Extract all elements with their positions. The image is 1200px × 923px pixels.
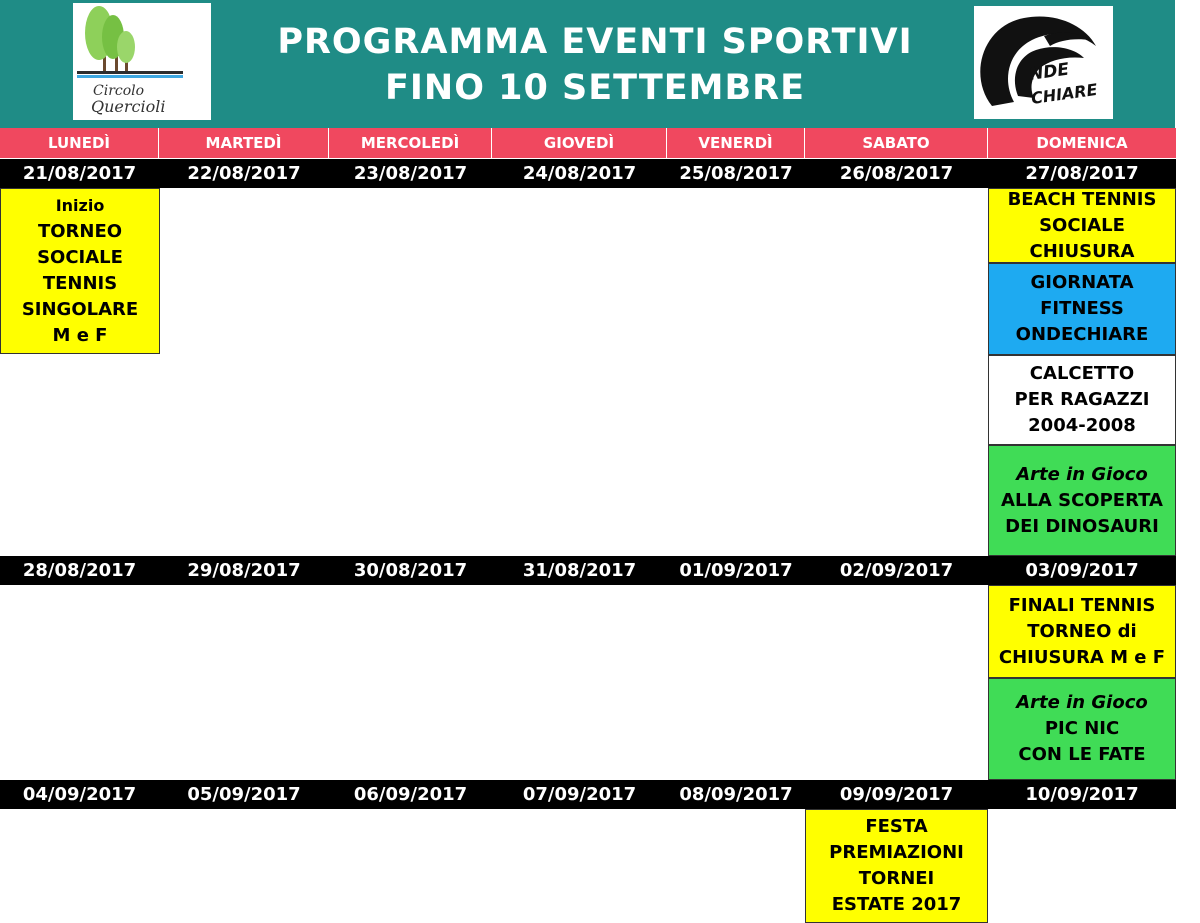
event-line: Inizio xyxy=(55,196,105,215)
event-line: FITNESS xyxy=(1040,298,1124,319)
date-cell: 21/08/2017 xyxy=(22,163,137,184)
event-line: CHIUSURA xyxy=(1029,240,1135,262)
event-line: SINGOLARE xyxy=(21,299,139,320)
weekday-wednesday: MERCOLEDÌ xyxy=(329,128,492,158)
date-cell: 24/08/2017 xyxy=(522,163,637,184)
event-arte-dinosauri xyxy=(988,445,1176,556)
logo-right-text2: CHIARE xyxy=(1029,79,1099,108)
date-cell: 09/09/2017 xyxy=(839,784,954,805)
event-line: M e F xyxy=(52,325,108,346)
event-line: TORNEO xyxy=(37,221,123,242)
event-line: SOCIALE xyxy=(1039,214,1125,236)
event-line: CON LE FATE xyxy=(1018,744,1146,765)
weekday-tuesday: MARTEDÌ xyxy=(159,128,329,158)
event-giornata-fitness xyxy=(988,263,1176,355)
weekday-header-row xyxy=(0,128,1176,158)
event-arte-picnic xyxy=(988,678,1176,780)
logo-left-text1: Circolo xyxy=(93,83,145,99)
event-beach-tennis xyxy=(988,188,1176,263)
event-line: PER RAGAZZI xyxy=(1014,389,1150,410)
event-line: DEI DINOSAURI xyxy=(1005,515,1159,537)
event-line: Arte in Gioco xyxy=(1016,692,1148,713)
date-cell: 04/09/2017 xyxy=(22,784,137,805)
date-cell: 10/09/2017 xyxy=(1025,784,1139,805)
logo-right-text1: NDE xyxy=(1027,59,1071,85)
event-line: PIC NIC xyxy=(1044,718,1120,739)
date-cell: 03/09/2017 xyxy=(1025,560,1139,581)
logo-left-text2: Quercioli xyxy=(91,97,166,116)
circolo-quercioli-logo xyxy=(73,3,211,120)
date-cell: 07/09/2017 xyxy=(522,784,637,805)
date-cell: 08/09/2017 xyxy=(679,784,793,805)
event-line: TORNEO di xyxy=(1027,620,1137,642)
date-row-week2 xyxy=(0,556,1176,585)
event-line: GIORNATA xyxy=(1030,272,1134,293)
header-banner xyxy=(0,0,1175,128)
event-torneo-sociale-tennis xyxy=(0,188,160,354)
event-line: FINALI TENNIS xyxy=(1008,594,1156,616)
date-cell: 29/08/2017 xyxy=(187,560,301,581)
date-cell: 30/08/2017 xyxy=(353,560,468,581)
date-cell: 25/08/2017 xyxy=(679,163,793,184)
date-cell: 06/09/2017 xyxy=(353,784,468,805)
date-cell: 26/08/2017 xyxy=(839,163,954,184)
event-line: 2004-2008 xyxy=(1028,415,1136,436)
date-cell: 22/08/2017 xyxy=(187,163,301,184)
event-line: SOCIALE TENNIS xyxy=(37,247,123,294)
weekday-monday: LUNEDÌ xyxy=(0,128,159,158)
weekday-friday: VENERDÌ xyxy=(667,128,805,158)
event-line: Arte in Gioco xyxy=(1016,463,1148,485)
date-cell: 01/09/2017 xyxy=(679,560,793,581)
event-line: ALLA SCOPERTA xyxy=(1001,489,1163,511)
weekday-thursday: GIOVEDÌ xyxy=(492,128,667,158)
date-cell: 28/08/2017 xyxy=(22,560,137,581)
ondechiare-logo xyxy=(974,6,1113,119)
event-line: PREMIAZIONI xyxy=(829,842,964,863)
event-festa-premiazioni xyxy=(805,809,988,923)
date-cell: 02/09/2017 xyxy=(839,560,954,581)
date-row-week1 xyxy=(0,159,1176,188)
weekday-saturday: SABATO xyxy=(805,128,988,158)
page-title-line1: PROGRAMMA EVENTI SPORTIVI xyxy=(277,22,913,62)
event-line: ESTATE 2017 xyxy=(831,894,962,915)
event-line: ONDECHIARE xyxy=(1015,324,1149,345)
date-cell: 31/08/2017 xyxy=(522,560,637,581)
date-cell: 27/08/2017 xyxy=(1025,163,1139,184)
event-line: CHIUSURA M e F xyxy=(998,646,1166,668)
event-line: CALCETTO xyxy=(1029,363,1135,384)
date-cell: 05/09/2017 xyxy=(187,784,301,805)
event-line: BEACH TENNIS xyxy=(1007,188,1157,210)
event-line: TORNEI xyxy=(858,868,935,889)
event-finali-tennis xyxy=(988,585,1176,678)
date-row-week3 xyxy=(0,780,1176,809)
date-cell: 23/08/2017 xyxy=(353,163,468,184)
event-line: FESTA xyxy=(865,816,928,837)
weekday-sunday: DOMENICA xyxy=(1036,134,1128,152)
event-calcetto xyxy=(988,355,1176,445)
page-title-line2: FINO 10 SETTEMBRE xyxy=(385,68,805,108)
